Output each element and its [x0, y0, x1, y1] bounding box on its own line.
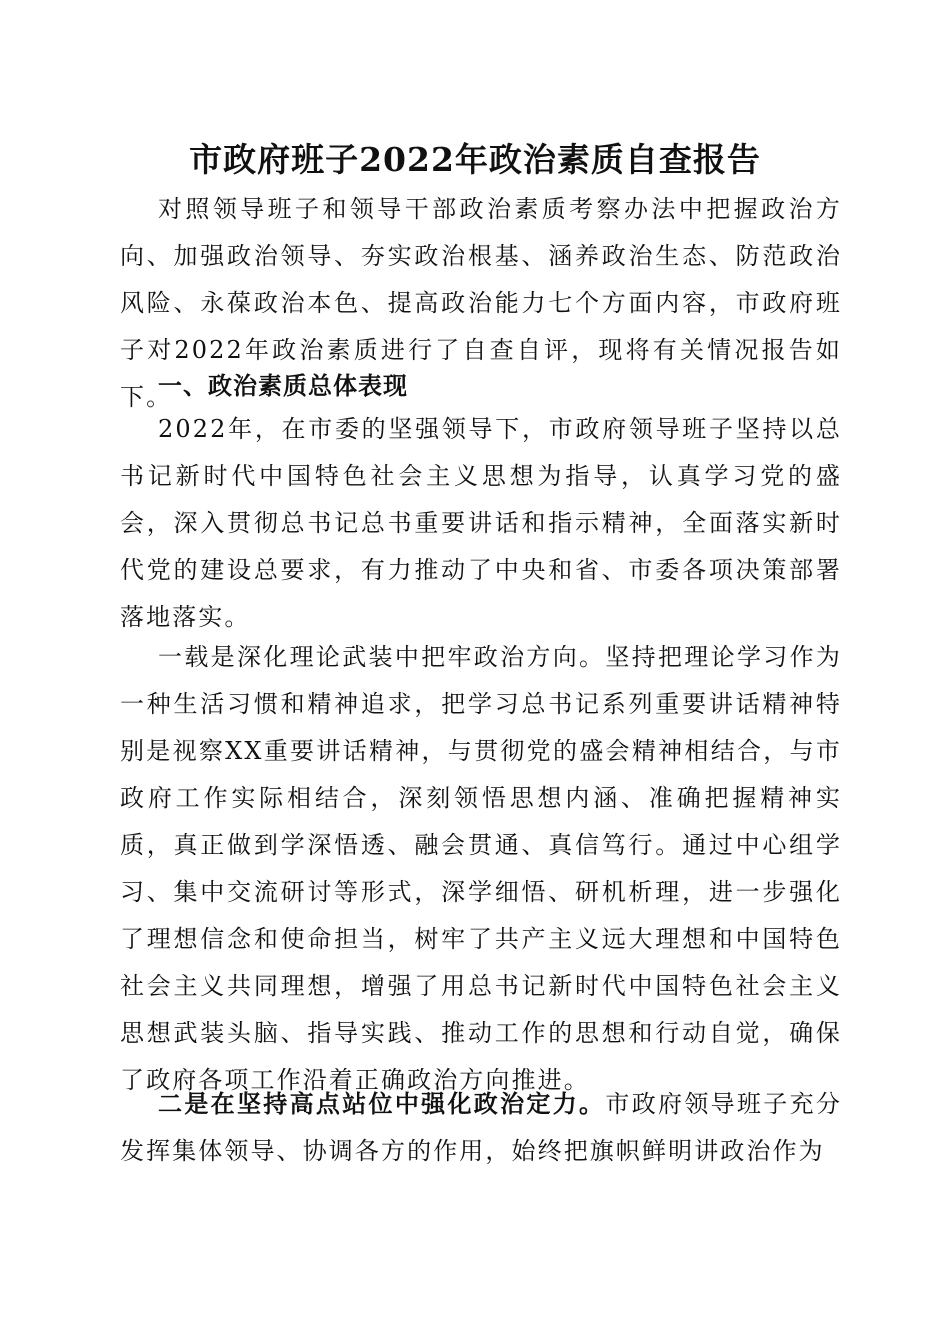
intro-paragraph: 对照领导班子和领导干部政治素质考察办法中把握政治方向、加强政治领导、夯实政治根基、涵养政治生态、防范政治风险、永葆政治本色、提高政治能力七个方面内容，市政府班子对2022年政治素质进行了自查自评，现将有关情况报告如下。	[120, 195, 842, 411]
document-title: 市政府班子2022年政治素质自查报告	[189, 140, 761, 179]
position-paragraph-lead: 二是在坚持高点站位中强化政治定力。	[158, 1089, 606, 1118]
position-paragraph	[120, 1080, 842, 1175]
overview-paragraph: 2022年，在市委的坚强领导下，市政府领导班子坚持以总书记新时代中国特色社会主义思想为指导，认真学习党的盛会，深入贯彻总书记总书重要讲话和指示精神，全面落实新时代党的建设总要求，有力推动了中央和省、市委各项决策部署落地落实。	[120, 415, 842, 631]
position-paragraph-text: 市政府领导班子充分发挥集体领导、协调各方的作用，始终把旗帜鲜明讲政治作为	[120, 1090, 842, 1165]
section-heading: 一、政治素质总体表现	[158, 372, 408, 400]
theory-paragraph: 一载是深化理论武装中把牢政治方向。坚持把理论学习作为一种生活习惯和精神追求，把学习总书记系列重要讲话精神特别是视察XX重要讲话精神，与贯彻党的盛会精神相结合，与市政府工作实际相结合，深刻领悟思想内涵、准确把握精神实质，真正做到学深悟透、融会贯通、真信笃行。通过中心组学习、集中交流研讨等形式，深学细悟、研机析理，进一步强化了理想信念和使命担当，树牢了共产主义远大理想和中国特色社会主义共同理想，增强了用总书记新时代中国特色社会主义思想武装头脑、指导实践、推动工作的思想和行动自觉，确保了政府各项工作沿着正确政治方向推进。	[120, 643, 842, 1094]
